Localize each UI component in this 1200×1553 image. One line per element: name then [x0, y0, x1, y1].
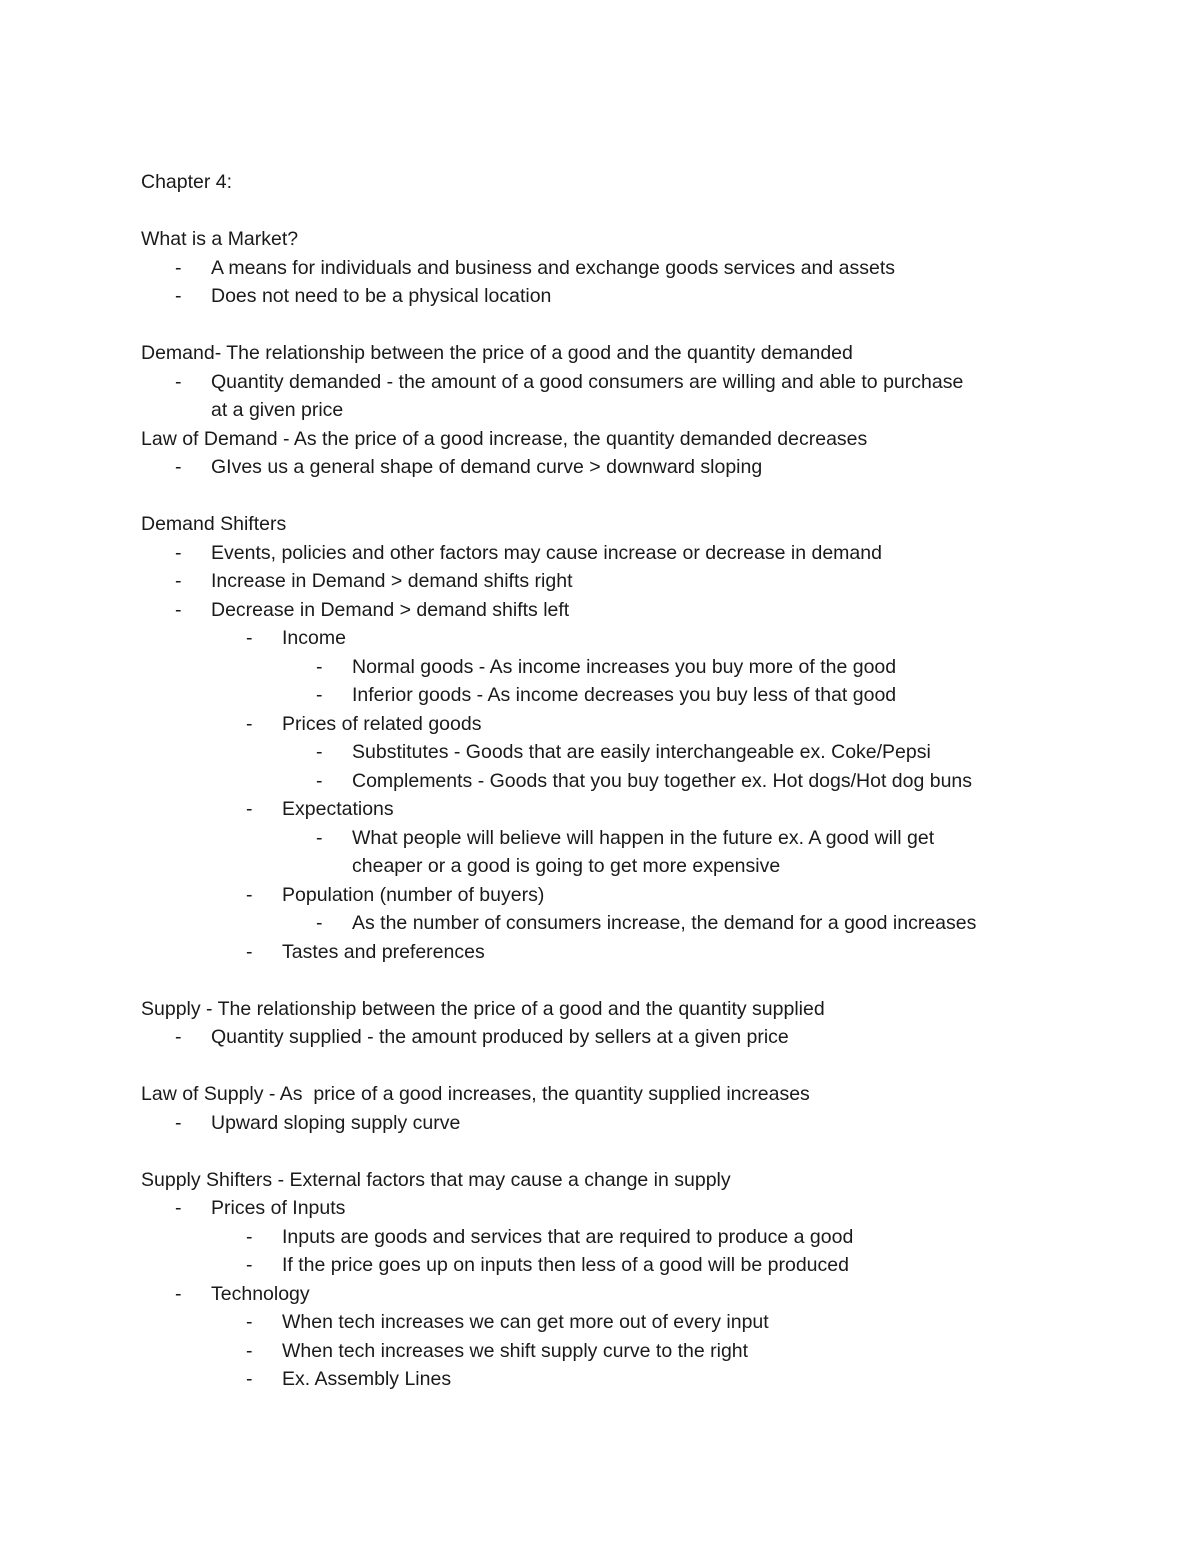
list-item: - Income: [141, 624, 1071, 653]
list-item: - Normal goods - As income increases you buy more of the good: [141, 653, 1071, 682]
bullet-dash: -: [316, 912, 323, 934]
bullet-dash: -: [246, 712, 253, 735]
list-item-continuation: cheaper or a good is going to get more expensive: [352, 855, 781, 877]
bullet-dash: -: [175, 285, 182, 307]
bullet-dash: -: [175, 456, 182, 478]
section-heading-demand-shifters: Demand Shifters: [141, 513, 287, 535]
spacer: [141, 311, 1071, 340]
list-item: - Inputs are goods and services that are required to produce a good: [141, 1223, 1071, 1252]
list-item: - If the price goes up on inputs then less of a good will be produced: [141, 1251, 1071, 1280]
bullet-dash: -: [175, 256, 182, 279]
list-item: - Does not need to be a physical location: [141, 282, 1071, 311]
bullet-dash: -: [316, 741, 323, 763]
bullet-dash: -: [316, 826, 323, 849]
list-item: - When tech increases we can get more out of every input: [141, 1308, 1071, 1337]
list-item: - Increase in Demand > demand shifts right: [141, 567, 1071, 596]
list-item: - What people will believe will happen in the future ex. A good will get: [141, 824, 1071, 853]
list-item: - Substitutes - Goods that are easily interchangeable ex. Coke/Pepsi: [141, 738, 1071, 767]
bullet-dash: -: [175, 1282, 182, 1305]
bullet-dash: -: [175, 1026, 182, 1048]
list-item: - Decrease in Demand > demand shifts left: [141, 596, 1071, 625]
section-heading-law-of-supply: Law of Supply - As price of a good increases, the quantity supplied increases: [141, 1083, 810, 1105]
list-item: - Upward sloping supply curve: [141, 1109, 1071, 1138]
list-item: - Complements - Goods that you buy together ex. Hot dogs/Hot dog buns: [141, 767, 1071, 796]
document-body: [141, 168, 1071, 1394]
bullet-dash: -: [175, 1197, 182, 1219]
list-item: - Population (number of buyers): [141, 881, 1071, 910]
spacer: [141, 966, 1071, 995]
bullet-dash: -: [316, 769, 323, 792]
chapter-title: Chapter 4:: [141, 171, 233, 193]
list-item: - Ex. Assembly Lines: [141, 1365, 1071, 1394]
spacer: [141, 482, 1071, 511]
list-item: - Inferior goods - As income decreases you buy less of that good: [141, 681, 1071, 710]
section-heading-supply: Supply - The relationship between the price of a good and the quantity supplied: [141, 997, 825, 1020]
bullet-dash: -: [175, 598, 182, 621]
spacer: [141, 197, 1071, 226]
list-item: - Quantity demanded - the amount of a good consumers are willing and able to purchase: [141, 368, 1071, 397]
list-item: - Prices of Inputs: [141, 1194, 1071, 1223]
bullet-dash: -: [316, 684, 323, 706]
list-item: - Events, policies and other factors may cause increase or decrease in demand: [141, 539, 1071, 568]
bullet-dash: -: [175, 1111, 182, 1134]
section-heading-market: What is a Market?: [141, 228, 299, 250]
bullet-dash: -: [316, 655, 323, 678]
bullet-dash: -: [246, 940, 253, 963]
bullet-dash: -: [175, 370, 182, 393]
list-item: - When tech increases we shift supply curve to the right: [141, 1337, 1071, 1366]
list-item: - As the number of consumers increase, the demand for a good increases: [141, 909, 1071, 938]
section-heading-supply-shifters: Supply Shifters - External factors that may cause a change in supply: [141, 1168, 731, 1191]
list-item: - Tastes and preferences: [141, 938, 1071, 967]
bullet-dash: -: [246, 798, 253, 820]
list-item: - Quantity supplied - the amount produced by sellers at a given price: [141, 1023, 1071, 1052]
spacer: [141, 1137, 1071, 1166]
law-of-demand: Law of Demand - As the price of a good increase, the quantity demanded decreases: [141, 427, 868, 450]
bullet-dash: -: [246, 1339, 253, 1362]
list-item: - GIves us a general shape of demand curve > downward sloping: [141, 453, 1071, 482]
bullet-dash: -: [246, 1225, 253, 1248]
bullet-dash: -: [246, 1311, 253, 1333]
bullet-dash: -: [246, 1368, 253, 1390]
list-item: - Expectations: [141, 795, 1071, 824]
bullet-dash: -: [175, 541, 182, 564]
section-heading-demand: Demand- The relationship between the price of a good and the quantity demanded: [141, 342, 853, 364]
bullet-dash: -: [246, 627, 253, 649]
list-item: - Technology: [141, 1280, 1071, 1309]
list-item: - Prices of related goods: [141, 710, 1071, 739]
spacer: [141, 1052, 1071, 1081]
list-item-continuation: at a given price: [211, 399, 344, 421]
list-item: - A means for individuals and business and exchange goods services and assets: [141, 254, 1071, 283]
bullet-dash: -: [175, 570, 182, 592]
bullet-dash: -: [246, 883, 253, 906]
bullet-dash: -: [246, 1254, 253, 1276]
